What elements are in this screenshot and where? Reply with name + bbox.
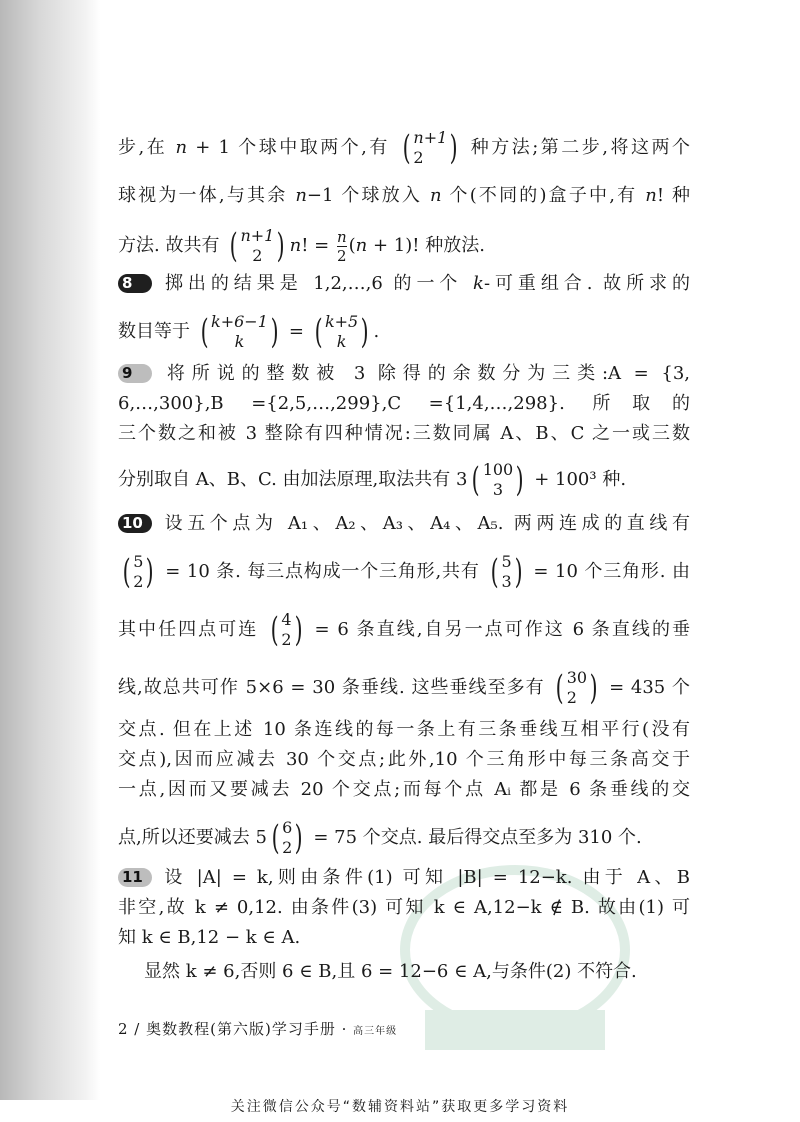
text-line-12: 其中任四点可连 ( 4 2 ) = 6 条直线,自另一点可作这 6 条直线的垂: [118, 610, 690, 650]
binomial: ( 100 3 ): [472, 460, 524, 500]
binomial: ( 5 3 ): [490, 552, 523, 592]
text-line-15: 交点),因而应减去 30 个交点;此外,10 个三角形中每三条高交于: [118, 749, 690, 770]
text-line-4: 8 掷出的结果是 1,2,…,6 的一个 k-可重组合. 故所求的: [118, 272, 690, 296]
text-line-2: 球视为一体,与其余 n−1 个球放入 n 个(不同的)盒子中,有 n! 种: [118, 185, 690, 206]
binomial: ( n+1 2 ): [229, 226, 285, 266]
text-line-7: 6,…,300},B ={2,5,…,299},C ={1,4,…,298}. 所取的: [118, 393, 690, 414]
text-line-10: 10 设五个点为 A₁、A₂、A₃、A₄、A₅. 两两连成的直线有: [118, 512, 690, 536]
text-line-1: 步,在 n + 1 个球中取两个,有 ( n+1 2 ) 种方法;第二步,将这两个: [118, 128, 690, 168]
problem-number-badge: 9: [118, 364, 152, 383]
promo-banner: 关注微信公众号“数辅资料站”获取更多学习资料: [230, 1099, 570, 1115]
text-line-13: 线,故总共可作 5×6 = 30 条垂线. 这些垂线至多有 ( 30 2 ) = 435 个: [118, 668, 691, 708]
text-line-11: ( 5 2 ) = 10 条. 每三点构成一个三角形,共有 ( 5 3 ) = 10 个三角形. 由: [118, 552, 690, 592]
text-line-8: 三个数之和被 3 整除有四种情况:三数同属 A、B、C 之一或三数: [118, 423, 690, 444]
binomial: ( k+5 k ): [314, 312, 369, 352]
text-line-18: 11 设 |A| = k,则由条件(1) 可知 |B| = 12−k. 由于 A、B: [118, 866, 690, 890]
problem-number-badge: 10: [118, 514, 152, 533]
text-line-20: 知 k ∈ B,12 − k ∈ A.: [118, 927, 301, 948]
text-line-17: 点,所以还要减去 5 ( 6 2 ) = 75 个交点. 最后得交点至多为 310 个.: [118, 818, 642, 858]
binomial: ( n+1 2 ): [402, 128, 458, 168]
text-line-9: 分别取自 A、B、C. 由加法原理,取法共有 3 ( 100 3 ) + 100³ 种.: [118, 460, 627, 500]
text-line-5: 数目等于 ( k+6−1 k ) = ( k+5 k ) .: [118, 312, 380, 352]
fraction: $\frac{n}{2}$: [336, 227, 347, 265]
binomial: ( 6 2 ): [271, 818, 303, 858]
binomial: ( k+6−1 k ): [200, 312, 279, 352]
page-footer: 2 / 奥数教程(第六版)学习手册 · 高三年级: [118, 1020, 398, 1038]
binomial: ( 30 2 ): [556, 668, 598, 708]
binomial: ( 4 2 ): [270, 610, 303, 650]
text-line-16: 一点,因而又要减去 20 个交点;而每个点 Aᵢ 都是 6 条垂线的交: [118, 779, 690, 800]
text-line-14: 交点. 但在上述 10 条连线的每一条上有三条垂线互相平行(没有: [118, 719, 690, 740]
text-line-3: 方法. 故共有 ( n+1 2 ) n! = $\frac{n}{2}$ (n + 1)! 种放法.: [118, 226, 485, 266]
page-shadow: [0, 0, 100, 1100]
text-line-6: 9 将所说的整数被 3 除得的余数分为三类:A = {3,: [118, 362, 690, 386]
binomial: ( 5 2 ): [122, 552, 155, 592]
text-line-19: 非空,故 k ≠ 0,12. 由条件(3) 可知 k ∈ A,12−k ∉ B. 故由(1) 可: [118, 897, 690, 918]
problem-number-badge: 11: [118, 868, 152, 887]
text-line-21: 显然 k ≠ 6,否则 6 ∈ B,且 6 = 12−6 ∈ A,与条件(2) 不符合.: [144, 961, 637, 982]
problem-number-badge: 8: [118, 274, 152, 293]
